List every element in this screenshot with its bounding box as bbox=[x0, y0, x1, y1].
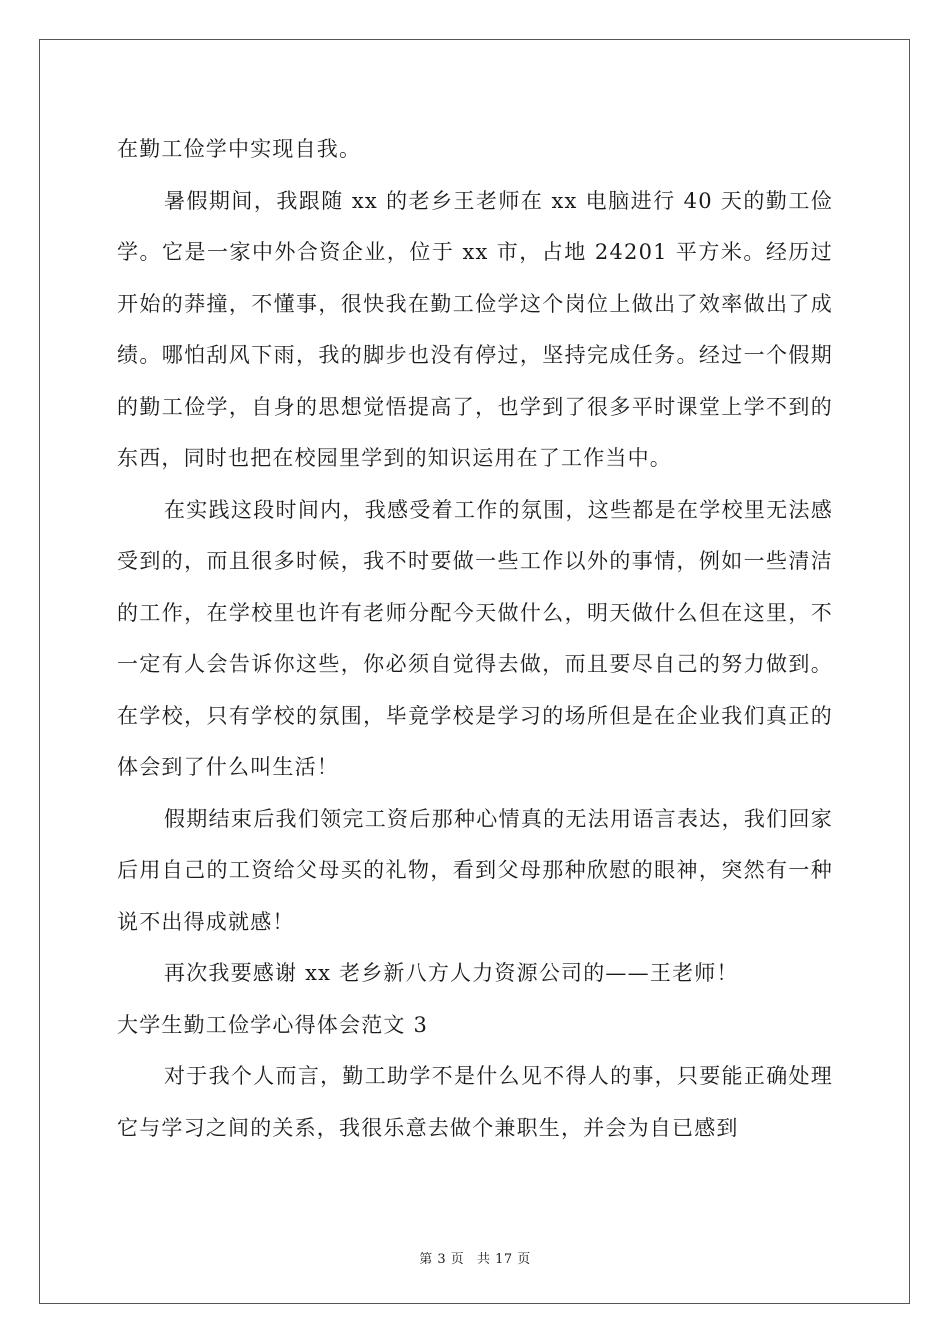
paragraph-4: 再次我要感谢 xx 老乡新八方人力资源公司的——王老师！ bbox=[164, 961, 739, 985]
paragraph-2: 在实践这段时间内，我感受着工作的氛围，这些都是在学校里无法感受到的，而且很多时候，我不时要做一些工作以外的事情，例如一些清洁的工作，在学校里也许有老师分配今天做什么，明天做什么但在这里，不一定有人会告诉你这些，你必须自觉得去做，而且要尽自己的努力做到。在学校，只有学校的氛围，毕竟学校是学习的场所但是在企业我们真正的体会到了什么叫生活！ bbox=[117, 497, 833, 779]
page-footer bbox=[0, 1248, 950, 1267]
paragraph-0: 在勤工俭学中实现自我。 bbox=[117, 137, 362, 161]
section-heading: 大学生勤工俭学心得体会范文 3 bbox=[117, 1012, 429, 1037]
paragraph-5: 对于我个人而言，勤工助学不是什么见不得人的事，只要能正确处理它与学习之间的关系，我很乐意去做个兼职生，并会为自已感到 bbox=[117, 1064, 833, 1140]
paragraph-3: 假期结束后我们领完工资后那种心情真的无法用语言表达，我们回家后用自己的工资给父母买的礼物，看到父母那种欣慰的眼神，突然有一种说不出得成就感！ bbox=[117, 806, 833, 934]
page-number: 第 3 页 bbox=[419, 1252, 465, 1267]
document-body bbox=[117, 124, 833, 1154]
paragraph-1: 暑假期间，我跟随 xx 的老乡王老师在 xx 电脑进行 40 天的勤工俭学。它是一家中外合资企业，位于 xx 市，占地 24201 平方米。经历过开始的莽撞，不懂事，很快我在勤工俭学这个岗位上做出了效率做出了成绩。哪怕刮风下雨，我的脚步也没有停过，坚持完成任务。经过一个假期的勤工俭学，自身的思想觉悟提高了，也学到了很多平时课堂上学不到的东西，同时也把在校园里学到的知识运用在了工作当中。 bbox=[117, 188, 833, 470]
page-total: 共 17 页 bbox=[476, 1252, 531, 1267]
